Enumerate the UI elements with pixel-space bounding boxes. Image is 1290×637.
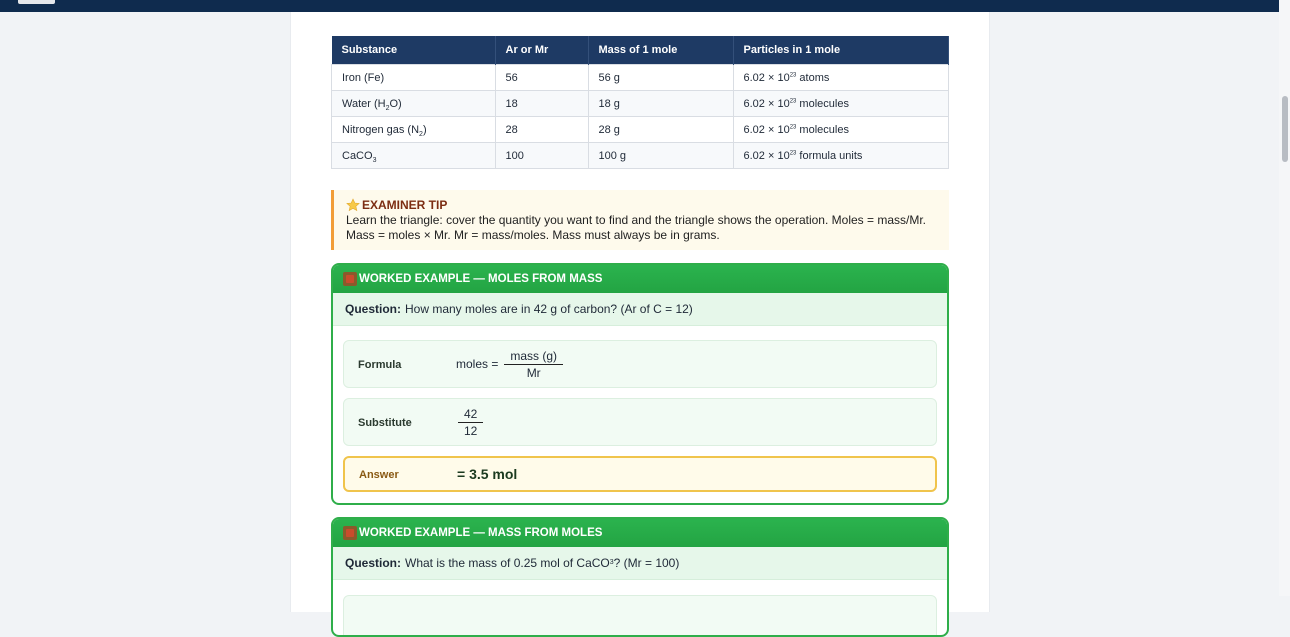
examiner-tip-title (346, 198, 937, 212)
question-text-end: ? (Mr = 100) (613, 556, 680, 570)
substance-text-end: O) (389, 97, 402, 110)
particles-unit: atoms (796, 71, 830, 84)
table-row (332, 91, 949, 117)
worked-example-header (333, 519, 947, 547)
worked-example-title: WORKED EXAMPLE — MOLES FROM MASS (359, 273, 603, 285)
substitute-denominator: 12 (464, 423, 478, 438)
page-scrollbar[interactable] (1279, 0, 1290, 596)
substance-subscript: 2 (385, 104, 390, 112)
formula-step (343, 340, 937, 388)
particles-base: 6.02 × 10 (743, 149, 790, 162)
table-row (332, 117, 949, 143)
question-label: Question: (345, 302, 401, 316)
substance-subscript: 2 (419, 130, 423, 138)
top-navigation-bar (0, 0, 1279, 12)
cell-mass: 18 g (588, 91, 733, 117)
question-text: What is the mass of 0.25 mol of CaCO (405, 556, 610, 570)
formula-fraction (504, 349, 563, 380)
table-row (332, 143, 949, 169)
formula-denominator: Mr (526, 365, 541, 380)
formula-expression (456, 341, 563, 387)
header-substance: Substance (332, 36, 496, 65)
particles-unit: molecules (796, 123, 849, 136)
question-label: Question: (345, 556, 401, 570)
cell-mass: 56 g (588, 65, 733, 91)
cell-mass: 28 g (588, 117, 733, 143)
question-text: How many moles are in 42 g of carbon? (Ar of C = 12) (405, 302, 693, 316)
cell-particles (733, 65, 949, 91)
substitute-expression (458, 399, 483, 445)
substitute-label: Substitute (358, 417, 412, 429)
worked-example-icon (343, 526, 357, 540)
cell-particles (733, 91, 949, 117)
cell-particles (733, 143, 949, 169)
particles-base: 6.02 × 10 (743, 97, 790, 110)
worked-example-title: WORKED EXAMPLE — MASS FROM MOLES (359, 527, 603, 539)
substitute-numerator: 42 (458, 407, 483, 423)
tip-title-text: EXAMINER TIP (362, 198, 448, 212)
star-icon (346, 198, 360, 212)
cell-substance (332, 91, 496, 117)
cell-mr: 18 (495, 91, 588, 117)
formula-step (343, 595, 937, 637)
substance-text-end: ) (422, 123, 427, 136)
cell-mr: 56 (495, 65, 588, 91)
particles-exponent: 23 (789, 123, 797, 130)
particles-unit: molecules (796, 97, 849, 110)
formula-numerator: mass (g) (504, 349, 563, 365)
particles-exponent: 23 (789, 97, 797, 104)
particles-unit: formula units (796, 149, 863, 162)
worked-example-moles-from-mass (331, 263, 949, 505)
header-ar-mr: Ar or Mr (495, 36, 588, 65)
cell-substance: Iron (Fe) (332, 65, 496, 91)
table-header-row (332, 36, 949, 65)
cell-mr: 28 (495, 117, 588, 143)
substance-text: CaCO (342, 149, 373, 162)
substance-text: Nitrogen gas (N (342, 123, 420, 136)
site-logo[interactable] (18, 0, 55, 4)
header-mass: Mass of 1 mole (588, 36, 733, 65)
answer-step (343, 456, 937, 492)
cell-substance (332, 117, 496, 143)
examiner-tip-text: Learn the triangle: cover the quantity you want to find and the triangle shows the operation. Moles = mass/Mr. Mass = moles × Mr. Mr = mass/moles. Mass must always be in grams. (346, 213, 926, 242)
moles-table (331, 36, 949, 169)
table-row (332, 65, 949, 91)
particles-exponent: 23 (789, 71, 797, 78)
answer-label: Answer (359, 469, 399, 481)
cell-particles (733, 117, 949, 143)
worked-example-icon (343, 272, 357, 286)
scrollbar-thumb[interactable] (1282, 96, 1288, 162)
answer-value: = 3.5 mol (457, 466, 518, 482)
substance-subscript: 3 (372, 156, 377, 164)
formula-lhs: moles = (456, 357, 499, 371)
substance-text: Water (H (342, 97, 386, 110)
cell-mr: 100 (495, 143, 588, 169)
cell-substance (332, 143, 496, 169)
worked-example-question: Question: What is the mass of 0.25 mol of CaCO 3 ? (Mr = 100) (333, 547, 947, 580)
cell-mass: 100 g (588, 143, 733, 169)
examiner-tip-box (331, 190, 949, 250)
content-card (290, 12, 990, 612)
worked-example-header (333, 265, 947, 293)
particles-exponent: 23 (789, 149, 797, 156)
worked-example-question (333, 293, 947, 326)
particles-base: 6.02 × 10 (743, 71, 790, 84)
particles-base: 6.02 × 10 (743, 123, 790, 136)
formula-label: Formula (358, 359, 402, 371)
header-particles: Particles in 1 mole (733, 36, 949, 65)
substitute-fraction (458, 407, 483, 438)
substitute-step (343, 398, 937, 446)
worked-example-mass-from-moles (331, 517, 949, 637)
